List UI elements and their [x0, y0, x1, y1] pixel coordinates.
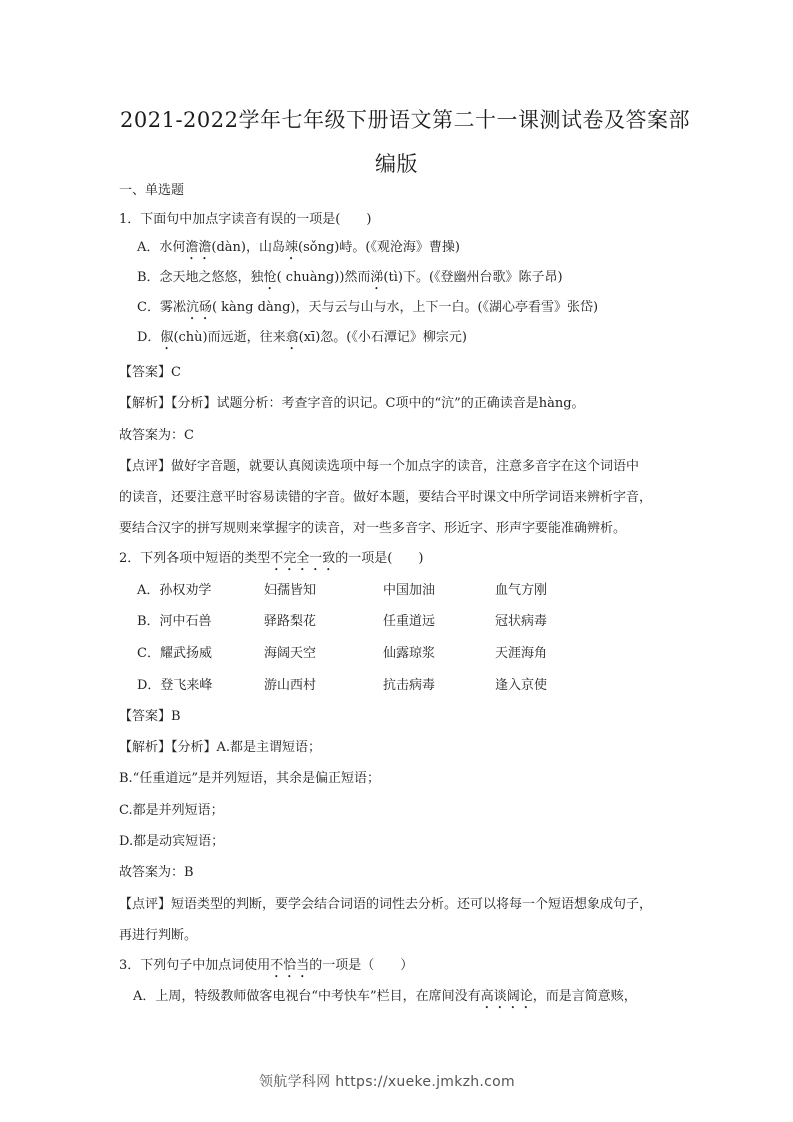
q2-row-c-c4: 天涯海角	[495, 646, 548, 661]
q2-analysis-line2: B.“任重道远”是并列短语，其余是偏正短语；	[119, 771, 380, 786]
q2-analysis-line4: D.都是动宾短语；	[119, 834, 225, 849]
q1-stem: 1．下面句中加点字读音有误的一项是( )	[119, 212, 372, 227]
q1-option-a: A．水何澹澹(dàn)，山岛竦(sǒng)峙。(《观沧海》曹操)	[137, 240, 460, 255]
q2-row-c-c1: C．耀武扬威	[137, 646, 212, 661]
page-footer-watermark: 领航学科网 https://xueke.jmkzh.com	[259, 1074, 515, 1090]
q2-row-a-c2: 妇孺皆知	[264, 583, 317, 598]
q1-answer: 【答案】C	[119, 365, 181, 380]
q3-stem: 3．下列句子中加点词使用不恰当的一项是（ ）	[119, 958, 414, 973]
q1-comment-line1: 【点评】做好字音题，就要认真阅读选项中每一个加点字的读音，注意多音字在这个词语中	[119, 459, 640, 474]
q2-analysis-line3: C.都是并列短语；	[119, 803, 224, 818]
q2-row-b-c2: 驿路梨花	[264, 614, 317, 629]
q2-row-b-c1: B．河中石兽	[137, 614, 212, 629]
q2-row-b-c3: 任重道远	[383, 614, 436, 629]
q2-conclusion: 故答案为：B	[119, 865, 194, 880]
q1-option-c: C．雾凇沆砀( kàng dàng)，天与云与山与水，上下一白。(《湖心亭看雪》张岱)	[137, 300, 599, 315]
q1-comment-line2: 的读音，还要注意平时容易读错的字音。做好本题，要结合平时课文中所学词语来辨析字音，	[119, 490, 653, 505]
q2-answer: 【答案】B	[119, 709, 181, 724]
q2-row-d-c2: 游山西村	[264, 678, 317, 693]
q2-row-c-c3: 仙露琼浆	[383, 646, 436, 661]
q1-option-b: B．念天地之悠悠，独怆( chuàng))然而涕(tì)下。(《登幽州台歌》陈子昂)	[137, 270, 563, 285]
q3-option-a: A．上周，特级教师做客电视台“中考快车”栏目，在席间没有高谈阔论，而是言简意赅，	[133, 989, 637, 1004]
q2-row-c-c2: 海阔天空	[264, 646, 317, 661]
page-title-line1: 2021-2022学年七年级下册语文第二十一课测试卷及答案部	[120, 108, 690, 132]
q2-row-a-c4: 血气方刚	[495, 583, 548, 598]
q2-row-d-c1: D．登飞来峰	[137, 678, 213, 693]
q1-analysis: 【解析】【分析】试题分析：考查字音的识记。C项中的“沆”的正确读音是hàng。	[119, 396, 585, 411]
q2-row-d-c3: 抗击病毒	[383, 678, 436, 693]
q2-comment-line2: 再进行判断。	[119, 928, 198, 943]
q1-option-d: D．俶(chù)而远逝，往来翕(xī)忽。(《小石潭记》柳宗元)	[137, 330, 467, 345]
q2-stem: 2．下列各项中短语的类型不完全一致的一项是( )	[119, 551, 424, 566]
q2-comment-line1: 【点评】短语类型的判断，要学会结合词语的词性去分析。还可以将每一个短语想象成句子，	[119, 897, 653, 912]
q2-analysis-line1: 【解析】【分析】A.都是主谓短语；	[119, 740, 322, 755]
q1-comment-line3: 要结合汉字的拼写规则来掌握字的读音，对一些多音字、形近字、形声字要能准确辨析。	[119, 521, 627, 536]
q1-conclusion: 故答案为：C	[119, 428, 194, 443]
q2-row-d-c4: 逢入京使	[495, 678, 548, 693]
page-title-line2: 编版	[375, 152, 418, 176]
q2-row-a-c3: 中国加油	[383, 583, 436, 598]
q2-row-b-c4: 冠状病毒	[495, 614, 548, 629]
q2-row-a-c1: A．孙权劝学	[137, 583, 212, 598]
section-heading: 一、单选题	[119, 183, 185, 198]
